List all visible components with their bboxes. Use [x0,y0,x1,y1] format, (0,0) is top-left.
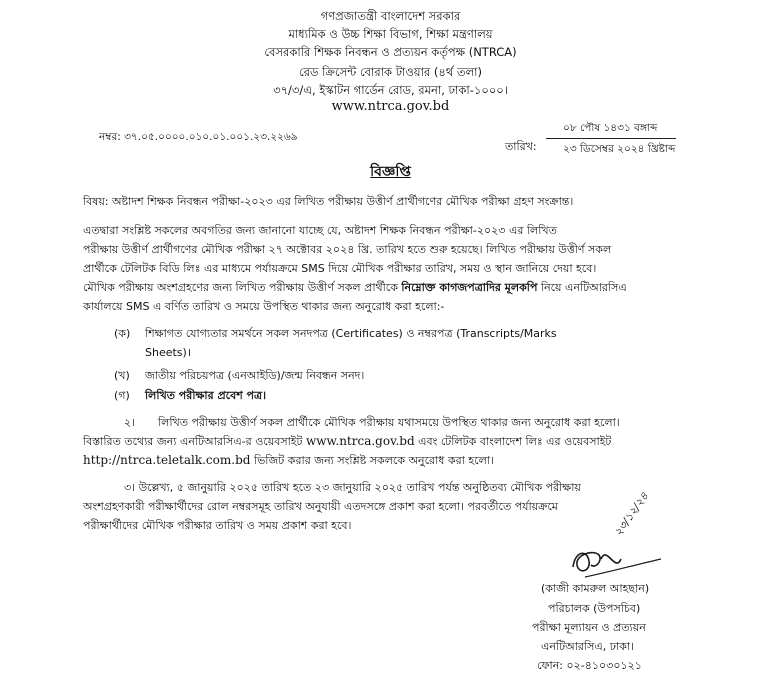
list-item-marker: (খ) [114,369,130,382]
list-item-text: জাতীয় পরিচয়পত্র (এনআইডি)/জন্ম নিবন্ধন সনদ। [145,369,365,382]
date-label: তারিখ: [505,140,537,153]
list-item-marker: (গ) [114,389,130,402]
para3-line3: পরীক্ষার্থীদের মৌখিক পরীক্ষার তারিখ ও সময় প্রকাশ করা হবে। [83,519,352,532]
para2-line2-start: বিস্তারিত তথ্যের জন্য এনটিআরসিএ-র ওয়েবসাইট [83,435,303,448]
para2-line3 [83,452,494,471]
ntrca-website-link[interactable]: www.ntrca.gov.bd [306,434,415,448]
notice-title: বিজ্ঞপ্তি [370,164,411,180]
para1-line4-emphasis: নিম্নোক্ত কাগজপত্রাদির মূলকপি [401,281,538,294]
para2-line3-end: ভিজিট করার জন্য সংশ্লিষ্ট সকলকে অনুরোধ করা হলো। [253,454,494,467]
para3-line1: ৩। উল্লেখ্য, ৫ জানুয়ারি ২০২৫ তারিখ হতে ২৩ জানুয়ারি ২০২৫ তারিখ পর্যন্ত অনুষ্ঠিতব্য মৌখিক পরীক্ষায় [124,481,581,494]
para1-line1: এতদ্বারা সংশ্লিষ্ট সকলের অবগতির জন্য জানানো যাচ্ছে যে, অষ্টাদশ শিক্ষক নিবন্ধন পরীক্ষা-২০২৩ এর লিখিত [83,224,557,237]
signatory-office: এনটিআরসিএ, ঢাকা। [541,640,634,653]
para3-line2: অংশগ্রহণকারী পরীক্ষার্থীদের রোল নম্বরসমূহ তারিখ অনুযায়ী এতদসঙ্গে প্রকাশ করা হলো। পরবর্তীতে পর্যায়ক্রমে [83,500,558,513]
subject-line: বিষয়: অষ্টাদশ শিক্ষক নিবন্ধন পরীক্ষা-২০২৩ এর লিখিত পরীক্ষায় উত্তীর্ণ প্রার্থীগণের মৌখিক পরীক্ষা গ্রহণ সংক্রান্ত। [83,195,574,208]
para2-line2-end: এবং টেলিটক বাংলাদেশ লিঃ এর ওয়েবসাইট [418,435,612,448]
list-item-text: শিক্ষাগত যোগ্যতার সমর্থনে সকল সনদপত্র (Certificates) ও নম্বরপত্র (Transcripts/Marks [145,327,557,340]
header-govt: গণপ্রজাতন্ত্রী বাংলাদেশ সরকার [320,9,461,23]
memo-number: নম্বর: ৩৭.০৫.০০০০.০১০.০১.০০১.২৩.২২৬৯ [99,131,298,143]
para2-number: ২। [124,416,136,429]
header-address: ৩৭/৩/এ, ইস্কাটন গার্ডেন রোড, রমনা, ঢাকা-১০০০। [273,83,508,97]
signatory-designation: পরিচালক (উপসচিব) [548,602,641,615]
list-item-text-cont: Sheets)। [145,346,191,359]
header-website: www.ntrca.gov.bd [331,99,450,114]
teletalk-website-link[interactable]: http://ntrca.teletalk.com.bd [83,453,251,467]
para1-line4-start: মৌখিক পরীক্ষায় অংশগ্রহণের জন্য লিখিত পরীক্ষায় উত্তীর্ণ সকল প্রার্থীকে [83,281,398,294]
para2-line1: লিখিত পরীক্ষায় উত্তীর্ণ সকল প্রার্থীকে মৌখিক পরীক্ষায় যথাসময়ে উপস্থিত থাকার জন্য অনুরোধ করা হলো। [158,416,620,429]
signatory-department: পরীক্ষা মূল্যায়ন ও প্রত্যয়ন [532,621,646,634]
signature-date: ২৩/১২/২৪ [611,489,652,539]
header-ministry: মাধ্যমিক ও উচ্চ শিক্ষা বিভাগ, শিক্ষা মন্ত্রণালয় [288,27,493,41]
para1-line4-end: নিয়ে এনটিআরসিএ [540,281,627,294]
para2-line2 [83,433,611,452]
para1-line2: পরীক্ষায় উত্তীর্ণ প্রার্থীগণের মৌখিক পরীক্ষা ২৭ অক্টোবর ২০২৪ খ্রি. তারিখ হতে শুরু হয়েছে। লিখিত পরীক্ষায় উত্তীর্ণ সকল [83,243,612,256]
date-bangla: ০৮ পৌষ ১৪৩১ বঙ্গাব্দ [563,122,658,134]
list-item-text: লিখিত পরীক্ষার প্রবেশ পত্র। [145,389,267,402]
para1-line5: কার্যালয়ে SMS এ বর্ণিত তারিখ ও সময়ে উপস্থিত থাকার জন্য অনুরোধ করা হলো:- [83,300,445,313]
date-english: ২৩ ডিসেম্বর ২০২৪ খ্রিষ্টাব্দ [563,143,676,155]
header-authority: বেসরকারি শিক্ষক নিবন্ধন ও প্রত্যয়ন কর্তৃপক্ষ (NTRCA) [264,45,517,59]
header-building: রেড ক্রিসেন্ট বোরাক টাওয়ার (৪র্থ তলা) [299,65,482,79]
para1-line4 [83,279,627,298]
para1-line3: প্রার্থীকে টেলিটক বিডি লিঃ এর মাধ্যমে পর্যায়ক্রমে SMS দিয়ে মৌখিক পরীক্ষার তারিখ, সময় ও স্থান জানিয়ে দেয়া হবে। [83,262,597,275]
list-item-marker: (ক) [114,327,131,340]
signatory-phone: ফোন: ০২-৪১০৩০১২১ [537,659,642,672]
date-divider [546,138,676,139]
signatory-name: (কাজী কামরুল আহছান) [541,582,650,595]
